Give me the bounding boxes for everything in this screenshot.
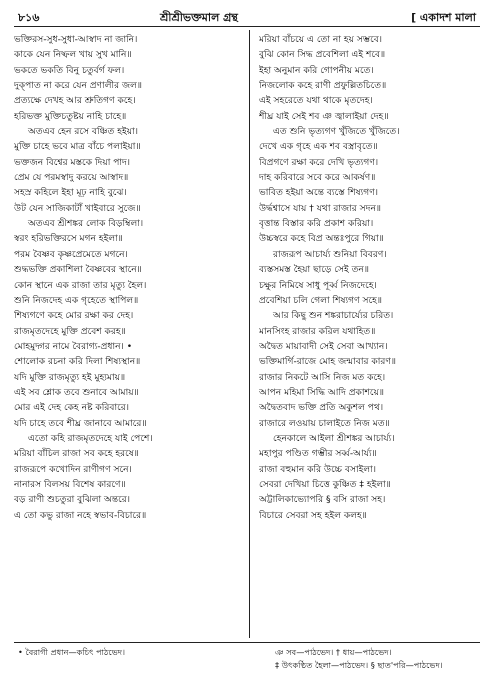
verse-line: ব্যস্তসমস্ত হৈয়া ছাড়ে সেই তন॥ — [259, 265, 369, 276]
verse-line: দেখে এক গৃহে এক শব বস্ত্রাবৃতে॥ — [259, 142, 378, 153]
verse-line: মরিয়া বাঁচয়ে এ তো না হয় সম্ভবে। — [259, 35, 383, 45]
verse-line: উট যেন সাজিকাটাঁ খাইবারে সুজে॥ — [14, 203, 141, 214]
book-title: শ্রীশ্রীভক্তমাল গ্রন্থ — [160, 11, 238, 24]
verse-line: নানারস বিলসয় বিশেষ কারণে॥ — [14, 479, 126, 490]
verse-line: বিচারে সেবরা সহ হইল কলহ॥ — [259, 510, 367, 521]
verse-line: চক্ষুর নিমিষে সাধু পূর্ব্ব নিজদেহে। — [259, 280, 377, 291]
verse-line: রাজরূপে কখোদিন রাণীগণ সনে। — [14, 464, 132, 475]
footnote-left — [18, 646, 125, 659]
right-column — [259, 33, 485, 524]
verse-line: সেবরা দেখিয়া চিত্তে কুঞ্চিত ‡ হইলা॥ — [259, 479, 391, 490]
footnote-rule — [14, 642, 480, 643]
verse-line: প্রত্যক্ষে দেখহ আর শ্রুতিগণ কহে। — [14, 96, 136, 107]
left-column — [14, 33, 240, 524]
verse-line: প্রবেশিয়া চলি গেলা শিষ্যগণ সহে॥ — [259, 295, 383, 306]
verse-line: প্রেম যে পরমস্বাদু করয়ে আস্বাদ॥ — [14, 173, 129, 184]
verse-line: দুক্পাত না করে যেন প্রণালীর জল॥ — [14, 81, 143, 92]
verse-line: ইহা অনুমান করি গোপনীয় মতে। — [259, 65, 374, 76]
verse-line: নিজলোক কহে রাণী প্রফুল্লিতচিতে॥ — [259, 81, 387, 92]
verse-line: মোহমুদ্গর নামে বৈরাগ্য-প্রধান। • — [14, 341, 133, 352]
footnote-text: • বৈরাগী প্রধান—কচিৎ পাঠভেদ। — [18, 647, 126, 657]
verse-line: রাজারে লওয়ায় চালাইতে নিজ মত॥ — [259, 418, 390, 429]
verse-line: এ তো কভু রাজা নহে স্বভাব-বিচারে॥ — [14, 510, 147, 521]
verse-line: ভক্তজন বিশ্বের মস্তকে দিয়া পাদ। — [14, 157, 131, 168]
verse-line: মহাপুর পণ্ডিত গম্ভীর সর্ব্ব-আর্য্য॥ — [259, 449, 377, 460]
verse-line: এত শুনি ভৃত্যগণ খুঁজিতে খুঁজিতে। — [273, 127, 400, 138]
verse-line: যদি মুক্তি রাজমৃত্যু হই মুহ্যমায়॥ — [14, 372, 126, 383]
verse-line: রাজার নিকটে আসি নিজ মত কহে। — [259, 372, 386, 383]
verse-line: শুনি নিজদেহ এক গৃহেতে স্থাপিল॥ — [14, 295, 139, 306]
verse-line: বৃত্তান্ত বিস্তার করি প্রকাশ করিয়া। — [259, 219, 374, 230]
verse-line: রাজমৃতদেহে মুক্তি প্রবেশ করহ॥ — [14, 326, 126, 337]
verse-line: ভকতে ভকতি বিনু চতুর্বর্গ ফল। — [14, 65, 125, 76]
verse-line: এই সব শ্লোক তবে শুনাবে আমায়॥ — [14, 387, 139, 398]
verse-line: বুঝি কোন সিদ্ধ প্রবেশিলা এই শবে॥ — [259, 50, 386, 61]
verse-line: মোর এই দেহ কেহ নষ্ট করিবারে। — [14, 403, 130, 414]
verse-line: কোন স্থানে এক রাজা তার মৃত্যু হৈল। — [14, 280, 147, 291]
footnote-text: ‡ উৎকণ্ঠিত হৈলা—পাঠভেদ। § ছাত'পরি—পাঠভেদ। — [275, 660, 443, 670]
verse-line: শিষ্যগণে কহে মোর রক্ষা কর দেহ। — [14, 311, 134, 322]
verse-line: শীঘ্র যাই সেই শব ঞ জ্বালাইয়া দেহ॥ — [259, 111, 389, 122]
page-header — [14, 6, 480, 27]
verse-line: যদি চাহে তবে শীঘ্র জানাবে আমারে॥ — [14, 418, 147, 429]
verse-line: বিপ্রগণে রক্ষা করে দেখি ভৃত্যগণ। — [259, 157, 379, 168]
verse-line: আপন মহিমা সিদ্ধি আদি প্রকাশয়ে॥ — [259, 387, 385, 398]
verse-line: অট্টালিকাভ্যোপরি § বসি রাজা সহ। — [259, 495, 386, 506]
column-divider — [249, 30, 250, 638]
verse-line: দাহ করিবারে সবে করে আকর্ষণ॥ — [259, 173, 376, 184]
verse-line: ভক্তিরস-সুধ-সুধা-আস্বাদ না জানি। — [14, 35, 138, 45]
footnote-right — [275, 646, 443, 672]
verse-line: হরিভক্ত মুক্তিচতুষ্টয় নাহি চাহে॥ — [14, 111, 127, 122]
verse-line: অদ্বৈতবাদ ভক্তি প্রতি অকুশল পথ। — [259, 403, 384, 414]
verse-line: সহস্র কহিলে ইহা মূঢ় নাহি বুঝে। — [14, 188, 127, 199]
verse-line: রাজরূপ আচার্য্য শুনিয়া বিবরণ। — [273, 249, 387, 260]
verse-line: হেনকালে আইলা শ্রীশঙ্কর আচার্য্য। — [273, 433, 395, 444]
verse-line: অতএব শ্রীশঙ্কর লোক বিড়ম্বিলা। — [28, 219, 144, 230]
verse-line: পরম বৈষ্ণব কৃষ্ণপ্রেমেতে মগনে। — [14, 249, 128, 260]
verse-line: স্বরং হরিভক্তিরসে মগন হইলা॥ — [14, 234, 123, 245]
verse-line: শুদ্ধভক্তি প্রকাশিলা বৈষ্ণবের স্থানে॥ — [14, 265, 142, 276]
footnote-text: ঞ সব—পাঠভেদ। † ধায়—পাঠভেদ। — [275, 647, 392, 657]
verse-line: রাজা বহুমান করি উচ্চে বসাইলা। — [259, 464, 377, 475]
verse-line: অদ্বৈত মায়াবাদী সেই সেবা আখ্যান। — [259, 341, 388, 352]
verse-line: উর্দ্ধশ্বাসে যায় † যথা রাজার সদন॥ — [259, 203, 382, 214]
verse-line: মরিয়া বাঁচিল রাজা সব কহে হরষে॥ — [14, 449, 139, 460]
verse-line: এতো কহি রাজমৃতদেহে যাই পেশে। — [28, 433, 153, 444]
verse-line: ভাবিত হইয়া অন্তে ব্যস্তে শিষ্যগণ। — [259, 188, 378, 199]
verse-line: শোলোক রচনা করি দিলা শিষ্যস্থান॥ — [14, 357, 141, 368]
verse-line: আর কিছু শুন শঙ্করাচার্য্যের চরিত। — [273, 311, 394, 322]
verse-line: এই সহরেতে যথা থাকে মৃতদেহ। — [259, 96, 373, 107]
verse-line: বড় রাণী শুচতুরা বুঝিলা অন্তরে। — [14, 495, 131, 506]
verse-line: অতএব হেন রসে বঞ্চিত হইয়া। — [28, 127, 138, 138]
chapter-label: [ একাদশ মালা — [411, 11, 476, 24]
page-number: ৮১৬ — [18, 11, 40, 24]
verse-line: উচ্চস্বরে কহে বিপ্র অন্তঃপুরে গিয়া॥ — [259, 234, 384, 245]
verse-line: ভক্তিমার্গি-রাজে মোহ জন্মাবার কারণ॥ — [259, 357, 396, 368]
verse-line: মানসিংহ রাজার করিল যথাহিত॥ — [259, 326, 376, 337]
verse-line: মুক্তি চাহে ভবে মাত্র বাঁচে পলাইয়া॥ — [14, 142, 141, 153]
verse-line: কাকে যেন নিষ্ফল খায় সুখ মানি॥ — [14, 50, 132, 61]
